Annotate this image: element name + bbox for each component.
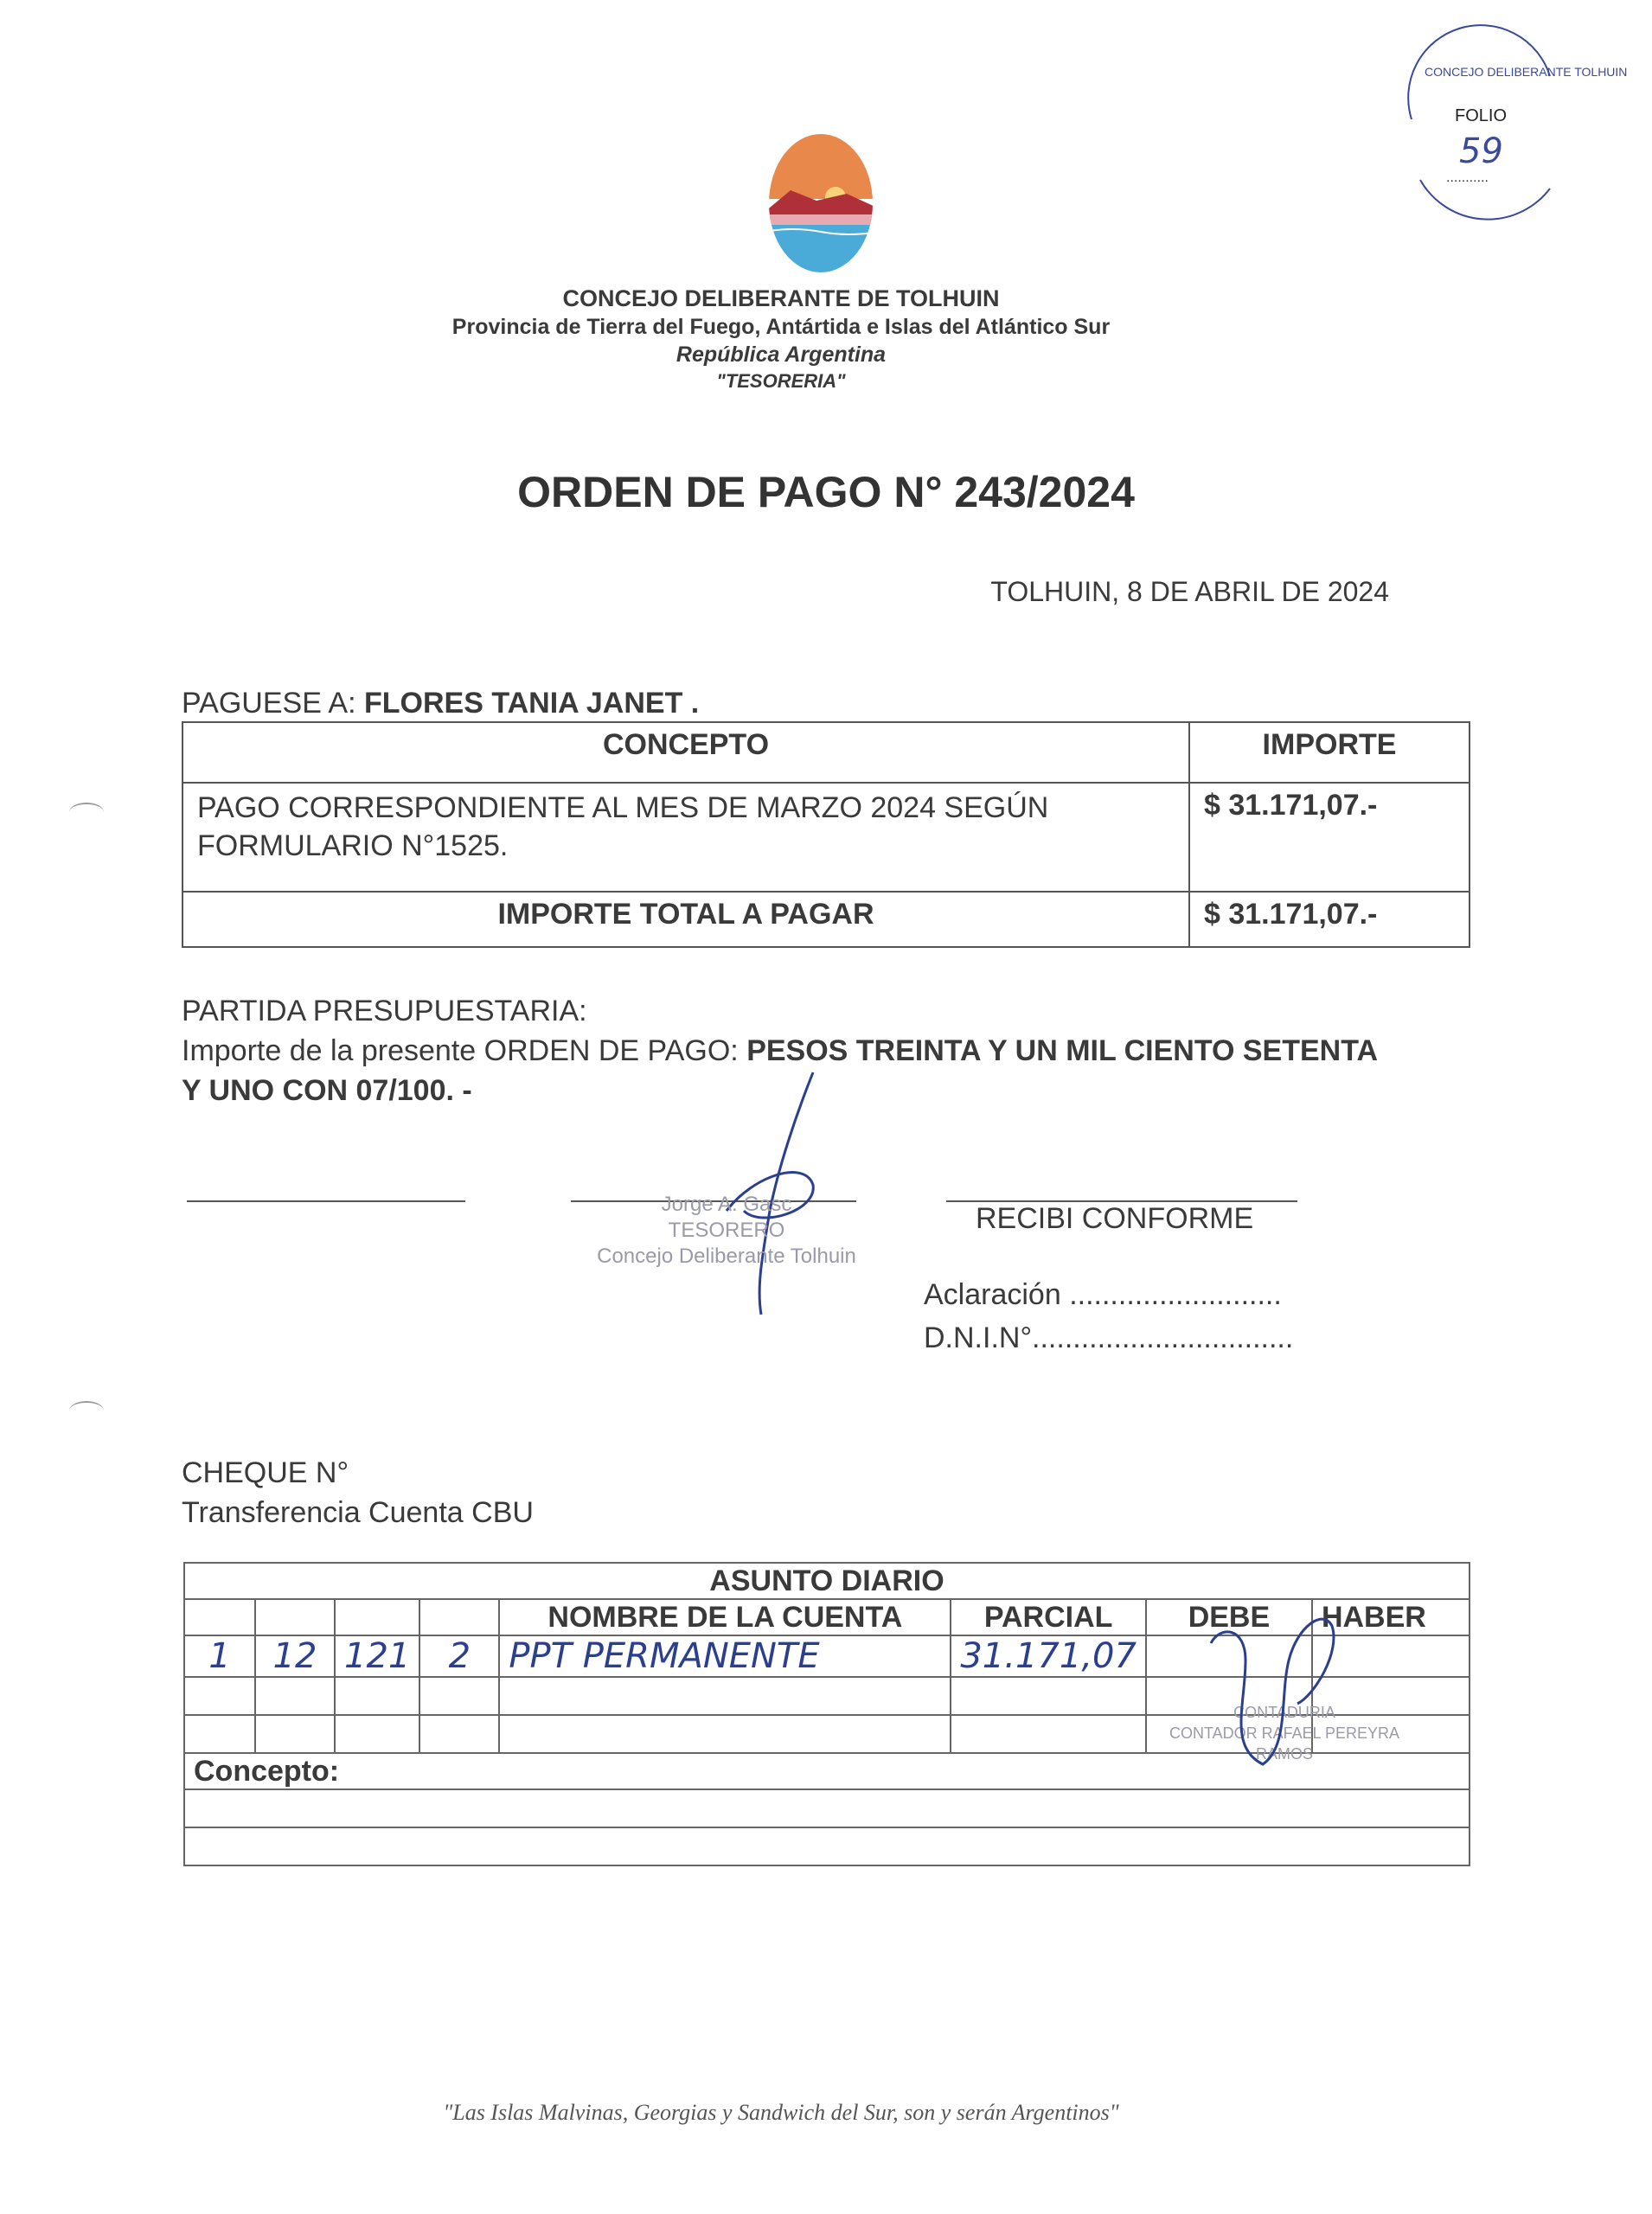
code-cell: 1 — [184, 1635, 255, 1677]
treasurer-name: Jorge A. Gasc — [661, 1193, 792, 1216]
importe-prefix: Importe de la presente ORDEN DE PAGO: — [182, 1034, 739, 1067]
transfer-label: Transferencia Cuenta CBU — [182, 1496, 534, 1529]
treasurer-stamp — [571, 1192, 882, 1270]
contador-signature — [1194, 1591, 1367, 1773]
payee-name: FLORES TANIA JANET . — [364, 687, 700, 720]
code-cell: 121 — [335, 1635, 419, 1677]
debe-header: DEBE — [1146, 1599, 1312, 1635]
importe-cell: $ 31.171,07.- — [1189, 783, 1470, 892]
importe-header: IMPORTE — [1189, 722, 1470, 783]
department-name: "TESORERIA" — [716, 370, 846, 392]
contador-stamp-line1: CONTADURIA — [1233, 1704, 1335, 1721]
document-title: ORDEN DE PAGO N° 243/2024 — [517, 468, 1135, 516]
treasurer-org: Concejo Deliberante Tolhuin — [597, 1245, 856, 1268]
total-label: IMPORTE TOTAL A PAGAR — [182, 892, 1189, 947]
treasurer-role: TESORERO — [668, 1219, 785, 1242]
total-value: $ 31.171,07.- — [1189, 892, 1470, 947]
folio-arc-text: CONCEJO DELIBERANTE TOLHUIN — [1425, 65, 1628, 79]
code-cell: 12 — [255, 1635, 335, 1677]
dni-field: D.N.I.N°................................ — [924, 1321, 1294, 1354]
recibi-conforme: RECIBI CONFORME — [976, 1202, 1254, 1235]
parcial-header: PARCIAL — [951, 1599, 1146, 1635]
code-cell: 2 — [419, 1635, 499, 1677]
folio-label: FOLIO — [1455, 106, 1508, 125]
cuenta-header: NOMBRE DE LA CUENTA — [499, 1599, 951, 1635]
haber-header: HABER — [1312, 1599, 1470, 1635]
concejo-logo — [765, 130, 877, 277]
recipient-fields — [924, 1273, 1293, 1360]
payment-method — [182, 1453, 534, 1533]
concepto-label: Concepto: — [184, 1753, 1470, 1789]
aclaracion-field: Aclaración .......................... — [924, 1278, 1282, 1311]
parcial-cell: 31.171,07 — [951, 1635, 1146, 1677]
concept-cell: PAGO CORRESPONDIENTE AL MES DE MARZO 2024 SEGÚN FORMULARIO N°1525. — [182, 783, 1189, 892]
signature-line-left — [187, 1200, 465, 1202]
folio-number: 59 — [1459, 131, 1503, 171]
province-name: Provincia de Tierra del Fuego, Antártida e Islas del Atlántico Sur — [451, 315, 1111, 339]
margin-mark — [69, 803, 104, 822]
svg-text:...........: ........... — [1446, 170, 1489, 185]
concept-header: CONCEPTO — [182, 722, 1189, 783]
document-date: TOLHUIN, 8 DE ABRIL DE 2024 — [990, 576, 1389, 607]
asunto-diario-title: ASUNTO DIARIO — [184, 1563, 1470, 1599]
footer-slogan: "Las Islas Malvinas, Georgias y Sandwich del Sur, son y serán Argentinos" — [443, 2100, 1119, 2125]
cheque-label: CHEQUE N° — [182, 1456, 349, 1489]
concept-table — [182, 721, 1470, 948]
cuenta-cell: PPT PERMANENTE — [499, 1635, 951, 1677]
partida-label: PARTIDA PRESUPUESTARIA: — [182, 995, 587, 1027]
payee-line — [182, 687, 699, 720]
margin-mark — [69, 1401, 104, 1420]
importe-words: PESOS TREINTA Y UN MIL CIENTO SETENTA Y UNO CON 07/100. - — [182, 1034, 1377, 1107]
total-row — [182, 892, 1470, 947]
folio-stamp — [1394, 42, 1628, 223]
country-name: República Argentina — [676, 342, 887, 367]
contador-stamp-line2: CONTADOR RAFAEL PEREYRA RAMOS — [1169, 1724, 1400, 1763]
institution-name: CONCEJO DELIBERANTE DE TOLHUIN — [562, 285, 1000, 311]
table-row — [182, 783, 1470, 892]
payee-label: PAGUESE A: — [182, 687, 356, 720]
